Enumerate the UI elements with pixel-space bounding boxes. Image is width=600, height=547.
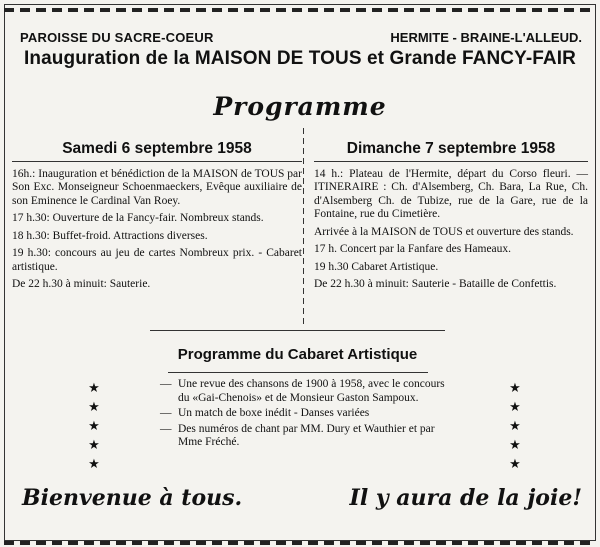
star-icon: ★ (509, 380, 521, 395)
joy-slogan: Il y aura de la joie! (349, 485, 582, 511)
sunday-item: 14 h.: Plateau de l'Hermite, départ du Corso fleuri. — ITINERAIRE : Ch. d'Alsemberg, Ch. Bara, La Rue, Ch. d'Alsemberg Ch. de Tubize, rue de la Gare, rue de la Fontaine, rue du Cimetière. (314, 167, 588, 220)
left-star-column (84, 378, 104, 473)
saturday-item: De 22 h.30 à minuit: Sauterie. (12, 278, 151, 290)
programme-title: Programme (213, 92, 387, 121)
saturday-item: 18 h.30: Buffet-froid. Attractions diverses. (12, 229, 208, 242)
cabaret-item: — Des numéros de chant par MM. Dury et Wauthier et par Mme Fréché. (166, 423, 448, 450)
saturday-column (12, 126, 302, 296)
welcome-slogan: Bienvenue à tous. (22, 485, 243, 511)
star-icon: ★ (88, 418, 100, 433)
star-icon: ★ (88, 380, 100, 395)
headline: Inauguration de la MAISON DE TOUS et Grande FANCY-FAIR (24, 48, 576, 69)
parish-name: PAROISSE DU SACRE-COEUR (20, 30, 214, 45)
star-icon: ★ (509, 456, 521, 471)
sunday-column (314, 126, 588, 296)
star-icon: ★ (88, 456, 100, 471)
saturday-heading: Samedi 6 septembre 1958 (12, 142, 302, 162)
right-star-column (505, 378, 525, 473)
cabaret-list (166, 378, 448, 452)
sunday-item: Arrivée à la MAISON de TOUS et ouverture des stands. (314, 225, 574, 238)
top-dashed-rule (4, 8, 596, 12)
cabaret-title: Programme du Cabaret Artistique (177, 346, 418, 363)
column-divider (303, 128, 304, 324)
cabaret-top-rule (150, 330, 445, 331)
star-icon: ★ (88, 399, 100, 414)
cabaret-title-underline (168, 372, 428, 373)
cabaret-item: — Un match de boxe inédit - Danses variées (166, 407, 448, 421)
sunday-item: 17 h. Concert par la Fanfare des Hameaux. (314, 243, 512, 255)
cabaret-item: — Une revue des chansons de 1900 à 1958, avec le concours du «Gai-Chenois» et de Monsieur Gaston Sampoux. (166, 378, 448, 405)
star-icon: ★ (509, 437, 521, 452)
star-icon: ★ (88, 437, 100, 452)
sunday-item: 19 h.30 Cabaret Artistique. (314, 260, 439, 273)
saturday-item: 17 h.30: Ouverture de la Fancy-fair. Nombreux stands. (12, 212, 264, 224)
star-icon: ★ (509, 418, 521, 433)
bottom-dashed-rule (4, 541, 596, 545)
sunday-heading: Dimanche 7 septembre 1958 (314, 142, 588, 162)
saturday-item: 19 h.30: concours au jeu de cartes Nombreux prix. - Cabaret artistique. (12, 247, 302, 273)
location-name: HERMITE - BRAINE-L'ALLEUD. (390, 30, 582, 45)
sunday-item: De 22 h.30 à minuit: Sauterie - Bataille de Confettis. (314, 278, 557, 290)
star-icon: ★ (509, 399, 521, 414)
saturday-item: 16h.: Inauguration et bénédiction de la MAISON de TOUS par Son Exc. Monseigneur Schoenmaeckers, Evêque auxiliaire de son Eminence le Cardinal Van Roey. (12, 167, 302, 207)
